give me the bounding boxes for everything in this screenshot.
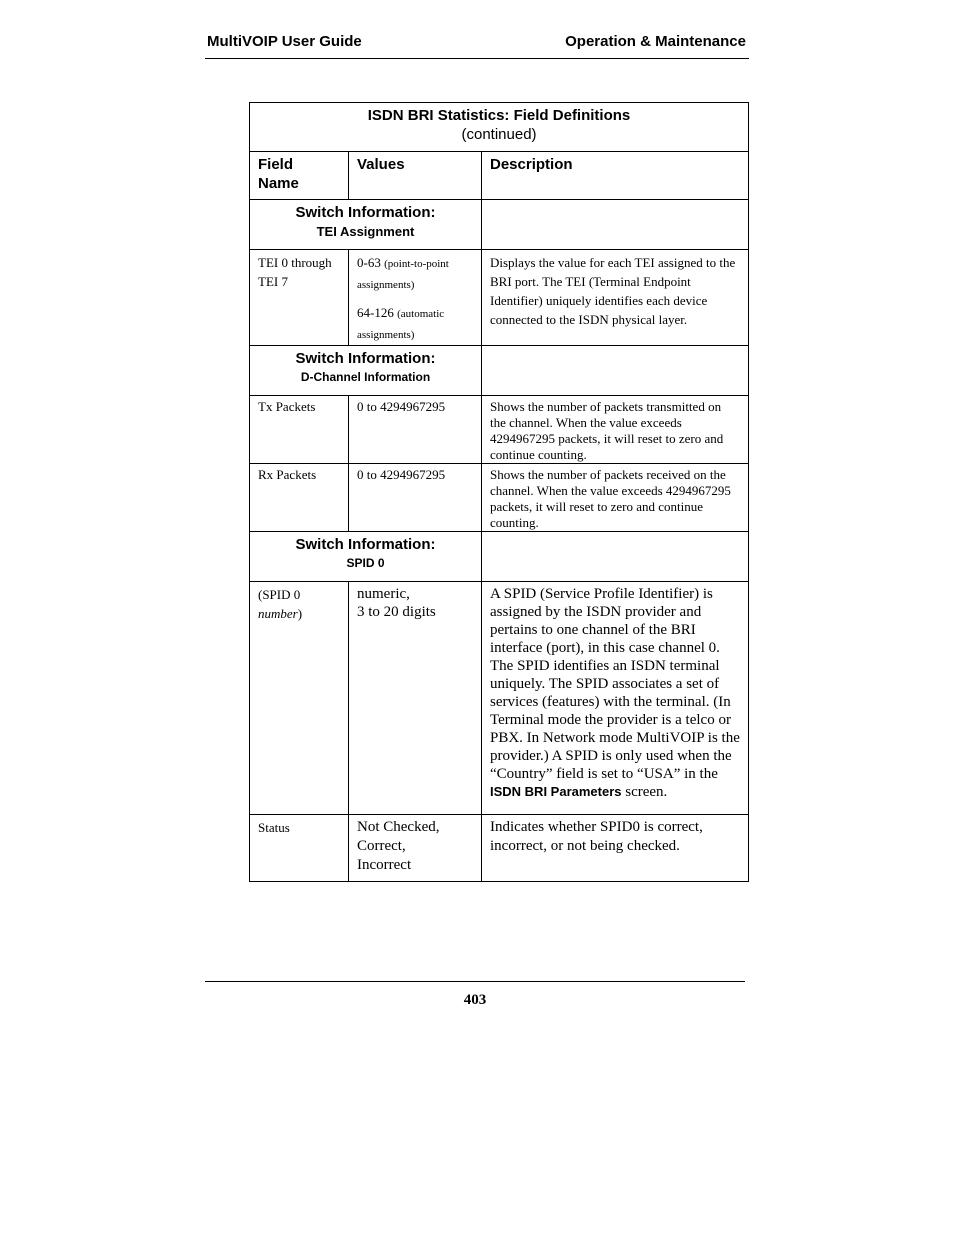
section-subtitle: D-Channel Information xyxy=(300,370,431,384)
description-cell: Shows the number of packets transmitted on the channel. When the value exceeds 4294967295 packets, it will reset to zero and continue counting. xyxy=(482,396,749,464)
column-header-description: Description xyxy=(482,152,749,200)
column-header-row xyxy=(250,152,749,200)
table-title: ISDN BRI Statistics: Field Definitions xyxy=(367,107,631,124)
table-title-cell xyxy=(250,103,749,152)
field-name-close: ) xyxy=(297,606,303,621)
section-heading-spid xyxy=(250,532,482,582)
section-subtitle: TEI Assignment xyxy=(316,224,415,239)
section-subtitle: SPID 0 xyxy=(346,556,385,570)
section-title: Switch Information: xyxy=(295,350,436,367)
section-title: Switch Information: xyxy=(295,536,436,553)
value-point-to-point xyxy=(357,253,473,295)
value-note: (automatic assignments) xyxy=(357,308,445,341)
table-row-tei xyxy=(250,250,749,346)
description-screen-name: ISDN BRI Parameters xyxy=(490,784,622,799)
value-line2: 3 to 20 digits xyxy=(357,604,436,620)
page-number: 403 xyxy=(463,992,487,1008)
field-definitions-table xyxy=(249,102,749,882)
column-header-field-line1: Field xyxy=(258,156,294,173)
section-empty-cell xyxy=(482,532,749,582)
field-name-cell xyxy=(250,582,349,815)
value-line1: numeric, xyxy=(357,586,410,602)
table-row-status xyxy=(250,815,749,882)
column-header-values: Values xyxy=(349,152,482,200)
header-section-title: Operation & Maintenance xyxy=(565,33,746,50)
column-header-field-name xyxy=(250,152,349,200)
value-line3: Incorrect xyxy=(357,857,412,873)
table-row-tx-packets xyxy=(250,396,749,464)
values-cell: 0 to 4294967295 xyxy=(349,464,482,532)
values-cell xyxy=(349,582,482,815)
footer-rule xyxy=(205,981,745,982)
description-cell xyxy=(482,582,749,815)
field-name-cell: Rx Packets xyxy=(250,464,349,532)
field-name-cell xyxy=(250,250,349,346)
field-name-line1: TEI 0 through xyxy=(258,255,332,270)
column-header-field-line2: Name xyxy=(258,175,299,192)
values-cell xyxy=(349,815,482,882)
section-row-spid xyxy=(250,532,749,582)
description-cell: Displays the value for each TEI assigned to the BRI port. The TEI (Terminal Endpoint Identifier) uniquely identifies each device connected to the ISDN physical layer. xyxy=(482,250,749,346)
field-name-cell: Status xyxy=(250,815,349,882)
section-empty-cell xyxy=(482,200,749,250)
field-name-italic: number xyxy=(258,606,298,621)
section-row-tei xyxy=(250,200,749,250)
value-range: 0-63 xyxy=(357,255,381,270)
field-name-cell: Tx Packets xyxy=(250,396,349,464)
description-end: screen. xyxy=(625,784,668,800)
description-cell: Indicates whether SPID0 is correct, incorrect, or not being checked. xyxy=(482,815,749,882)
field-name-open: (SPID 0 xyxy=(258,587,301,602)
value-automatic xyxy=(357,303,473,345)
value-range: 64-126 xyxy=(357,305,394,320)
section-title: Switch Information: xyxy=(295,204,436,221)
section-heading-tei xyxy=(250,200,482,250)
header-doc-title: MultiVOIP User Guide xyxy=(207,33,362,50)
header-rule xyxy=(205,58,749,59)
value-line1: Not Checked, xyxy=(357,819,440,835)
section-empty-cell xyxy=(482,346,749,396)
section-heading-dchannel xyxy=(250,346,482,396)
table-row-spid xyxy=(250,582,749,815)
table-row-rx-packets xyxy=(250,464,749,532)
table-title-row xyxy=(250,103,749,152)
table-subtitle: (continued) xyxy=(461,126,537,143)
values-cell xyxy=(349,250,482,346)
field-name-line2: TEI 7 xyxy=(258,274,288,289)
section-row-dchannel xyxy=(250,346,749,396)
description-text: A SPID (Service Profile Identifier) is assigned by the ISDN provider and pertains to one channel of the BRI interface (port), in this case channel 0. The SPID identifies an ISDN terminal uniquely. The SPID associates a set of services (features) with the terminal. (In Terminal mode the provider is a telco or PBX. In Network mode MultiVOIP is the provider.) A SPID is only used when the “Country” field is set to “USA” in the xyxy=(490,586,740,782)
value-line2: Correct, xyxy=(357,838,406,854)
values-cell: 0 to 4294967295 xyxy=(349,396,482,464)
description-cell: Shows the number of packets received on the channel. When the value exceeds 4294967295 packets, it will reset to zero and continue counting. xyxy=(482,464,749,532)
value-note: (point-to-point assignments) xyxy=(357,258,449,291)
